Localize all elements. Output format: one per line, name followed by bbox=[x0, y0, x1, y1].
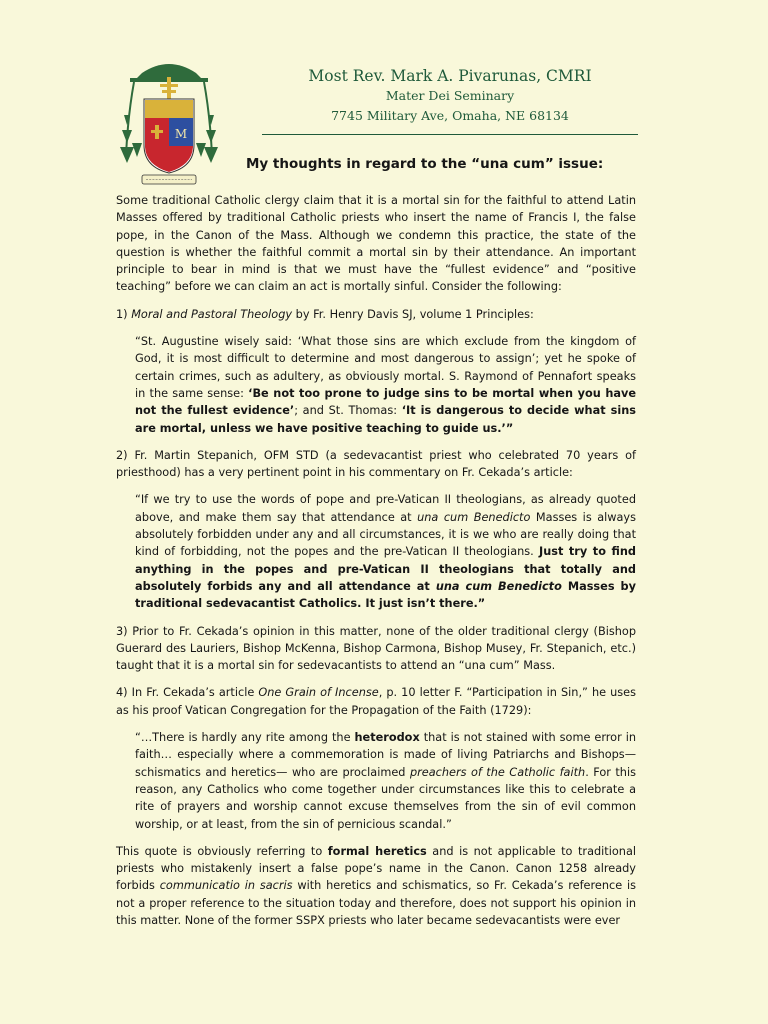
point-4-text-a: 4) In Fr. Cekada’s article bbox=[116, 686, 259, 700]
point-2: 2) Fr. Martin Stepanich, OFM STD (a sedevacantist priest who celebrated 70 years of priesthood) has a very pertinent point in his commentary on Fr. Cekada’s article: bbox=[116, 448, 636, 480]
quote-davis-bold-b: ‘It is dangerous to decide what sins are mortal, unless we have positive teaching to guide us.’” bbox=[135, 404, 637, 435]
quote-davis-bold-a: ‘Be not too prone to judge sins to be mortal when you have not the fullest evidence’ bbox=[135, 386, 637, 418]
quote-stepanich-text-b: Masses is always absolutely forbidden under any and all circumstances, it is we who are really doing that kind of forbidding, not the popes and the pre-Vatican II theologians. bbox=[135, 510, 636, 559]
point-4-text-b: , p. 10 letter F. “Participation in Sin,” he uses as his proof Vatican Congregation for the Propagation of the Faith (1729): bbox=[116, 686, 636, 717]
quote-congregation-text-a: “…There is hardly any rite among the bbox=[135, 731, 355, 745]
point-4 bbox=[116, 684, 636, 719]
quote-davis bbox=[135, 333, 636, 437]
point-1 bbox=[116, 306, 636, 323]
quote-stepanich-bold-italic: una cum Benedicto bbox=[435, 579, 562, 593]
document-body bbox=[116, 192, 636, 939]
letterhead-address: 7745 Military Ave, Omaha, NE 68134 bbox=[331, 108, 569, 123]
quote-congregation-text-c: . For this reason, any Catholics who come together under circumstances like this to celebrate a rite of prayers and worship cannot excuse themselves from the sin of evil common worship, or at least, from the sin of pernicious scandal.” bbox=[135, 765, 636, 831]
point-4-article-title: One Grain of Incense bbox=[258, 686, 379, 700]
point-3: 3) Prior to Fr. Cekada’s opinion in this matter, none of the older traditional clergy (Bishop Guerard des Lauriers, Bishop McKenna, Bishop Carmona, Bishop Musey, Fr. Stepanich, etc.) taught that it is a mortal sin for sedevacantists to attend an “una cum” Mass. bbox=[116, 624, 636, 673]
quote-stepanich bbox=[135, 491, 636, 612]
coat-of-arms-crest bbox=[120, 55, 218, 190]
quote-congregation bbox=[135, 729, 636, 833]
closing-text-c: with heretics and schismatics, so Fr. Cekada’s reference is not a proper reference to the situation today and therefore, does not support his opinion in this matter. None of the former SSPX priests who later became sedevacantists were ever bbox=[116, 879, 636, 927]
quote-stepanich-bold-b: Masses by traditional sedevacantist Catholics. It just isn’t there.” bbox=[135, 579, 636, 611]
letterhead bbox=[262, 66, 638, 135]
point-1-number: 1) bbox=[116, 307, 132, 321]
quote-congregation-bold: heterodox bbox=[354, 731, 420, 745]
closing-paragraph bbox=[116, 843, 636, 929]
quote-stepanich-bold-a: Just try to find anything in the popes and pre-Vatican II theologians that totally and absolutely forbids any and all attendance at bbox=[135, 545, 637, 593]
document-title: My thoughts in regard to the “una cum” issue: bbox=[246, 156, 604, 172]
quote-stepanich-text-a: “If we try to use the words of pope and pre-Vatican II theologians, as already quoted above, and make them say that attendance at bbox=[135, 493, 636, 524]
closing-text-a: This quote is obviously referring to bbox=[116, 844, 328, 858]
quote-congregation-italic: preachers of the Catholic faith bbox=[409, 765, 586, 779]
quote-davis-text-b: ; and St. Thomas: bbox=[294, 404, 402, 418]
intro-paragraph: Some traditional Catholic clergy claim that it is a mortal sin for the faithful to attend Latin Masses offered by traditional Catholic priests who insert the name of Francis I, the false pope, in the Canon of the Mass. Although we condemn this practice, the state of the question is whether the faithful commit a mortal sin by their attendance. An important principle to bear in mind is that we must have the “fullest evidence” and “positive teaching” before we can claim an act is mortally sinful. Consider the following: bbox=[116, 194, 636, 294]
closing-italic: communicatio in sacris bbox=[159, 879, 293, 893]
quote-davis-text-a: “St. Augustine wisely said: ‘What those sins are which exclude from the kingdom of God, it is most difficult to determine and most dangerous to assign’; yet he spoke of certain crimes, such as adultery, as obviously mortal. S. Raymond of Pennafort speaks in the same sense: bbox=[135, 335, 636, 400]
closing-text-b: and is not applicable to traditional priests who mistakenly insert a false pope’s name in the Canon. Canon 1258 already forbids bbox=[116, 844, 637, 893]
letterhead-name: Most Rev. Mark A. Pivarunas, CMRI bbox=[308, 67, 592, 85]
quote-congregation-text-b: that is not stained with some error in faith… especially where a commemoration is made of living Patriarchs and Bishops—schismatics and heretics— who are proclaimed bbox=[135, 731, 636, 779]
svg-text:M: M bbox=[174, 127, 188, 141]
point-1-book-title: Moral and Pastoral Theology bbox=[131, 307, 293, 321]
letterhead-org: Mater Dei Seminary bbox=[385, 88, 515, 103]
letterhead-rule bbox=[262, 134, 638, 135]
closing-bold: formal heretics bbox=[327, 844, 427, 858]
point-1-rest: by Fr. Henry Davis SJ, volume 1 Principles: bbox=[292, 307, 534, 321]
quote-stepanich-italic-a: una cum Benedicto bbox=[417, 510, 531, 524]
